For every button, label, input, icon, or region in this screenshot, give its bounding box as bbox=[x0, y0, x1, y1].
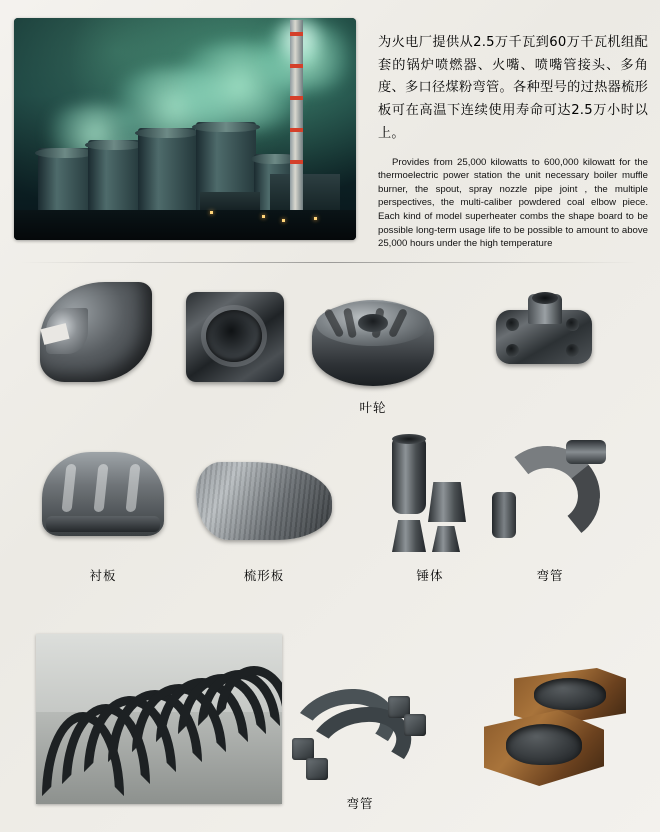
bend-pipe-end bbox=[492, 492, 516, 538]
comb-shape-board bbox=[196, 462, 332, 540]
cooling-tower bbox=[138, 128, 196, 214]
cone-body-small bbox=[392, 520, 426, 552]
block-inner-channel bbox=[534, 678, 606, 709]
bolt-hole bbox=[566, 344, 579, 357]
joint-bore bbox=[532, 292, 558, 304]
cut-elbow-section bbox=[40, 282, 152, 382]
pipe-flange bbox=[306, 758, 328, 780]
cone-bodies bbox=[370, 438, 490, 560]
english-description-paragraph: Provides from 25,000 kilowatts to 600,000 kilowatt for the thermoelectric power station the unit necessary boiler muffle burner, the spout, spray nozzle pipe joint , the multiple perspectives, the multi-caliber powdered coal elbow piece. Each kind of model superheater combs the shape board to be possible long-term usage life to be possible to amount to above 25,000 hours under the high temperature bbox=[378, 156, 648, 250]
chimney-marker-band bbox=[290, 32, 303, 36]
square-flange-plate bbox=[186, 292, 284, 382]
block-inner-channel bbox=[506, 724, 583, 765]
chimney-marker-band bbox=[290, 128, 303, 132]
cone-body-small bbox=[432, 526, 460, 552]
caption-cone-bodies: 锤体 bbox=[416, 568, 444, 583]
pipe-flange bbox=[292, 738, 314, 760]
comb-board-body bbox=[196, 462, 332, 540]
caption-flanged-bend-pipes: 弯管 bbox=[346, 796, 374, 811]
nozzle-pipe-joint bbox=[496, 294, 592, 386]
cooling-tower bbox=[38, 148, 92, 214]
cooling-tower bbox=[88, 140, 140, 214]
flange-center-hole bbox=[206, 310, 262, 362]
chinese-description-paragraph: 为火电厂提供从2.5万千瓦到60万千瓦机组配套的锅炉喷燃器、火嘴、喷嘴管接头、多角度、多口径煤粉弯管。各种型号的过热器梳形板可在高温下连续使用寿命可达2.5万小时以上。 bbox=[378, 35, 648, 141]
chimney-marker-band bbox=[290, 64, 303, 68]
section-divider bbox=[20, 262, 640, 263]
bend-pipe bbox=[492, 440, 608, 550]
bend-pipe-stack-photo bbox=[36, 634, 282, 804]
plant-light bbox=[282, 219, 285, 222]
flanged-bend-pipes bbox=[292, 690, 442, 786]
plant-light bbox=[262, 215, 265, 218]
thermoelectric-power-station-photo bbox=[14, 18, 356, 240]
pipe-flange bbox=[404, 714, 426, 736]
chimney-marker-band bbox=[290, 160, 303, 164]
bolt-hole bbox=[566, 318, 579, 331]
chimney-marker-band bbox=[290, 96, 303, 100]
caption-comb-shape-board: 梳形板 bbox=[243, 568, 285, 583]
chimney-stack bbox=[290, 20, 303, 216]
top-text-block bbox=[378, 32, 648, 251]
lined-block-lower bbox=[484, 710, 604, 786]
bolt-hole bbox=[506, 344, 519, 357]
plant-light bbox=[314, 217, 317, 220]
impeller-hub bbox=[358, 314, 388, 332]
caption-bend-pipe: 弯管 bbox=[536, 568, 564, 583]
cone-top-opening bbox=[392, 434, 426, 444]
plant-light bbox=[210, 211, 213, 214]
liner-plate bbox=[42, 452, 164, 536]
bend-pipe-end bbox=[566, 440, 606, 464]
liner-lip bbox=[46, 516, 160, 532]
caption-impeller: 叶轮 bbox=[359, 400, 387, 415]
impeller bbox=[312, 300, 434, 386]
plant-building bbox=[270, 174, 340, 214]
ceramic-lined-blocks bbox=[470, 668, 630, 794]
foreground-ground bbox=[14, 210, 356, 240]
cone-body-tall bbox=[392, 438, 426, 514]
cone-body-medium bbox=[428, 482, 466, 522]
caption-liner-plate: 衬板 bbox=[89, 568, 117, 583]
bolt-hole bbox=[506, 318, 519, 331]
